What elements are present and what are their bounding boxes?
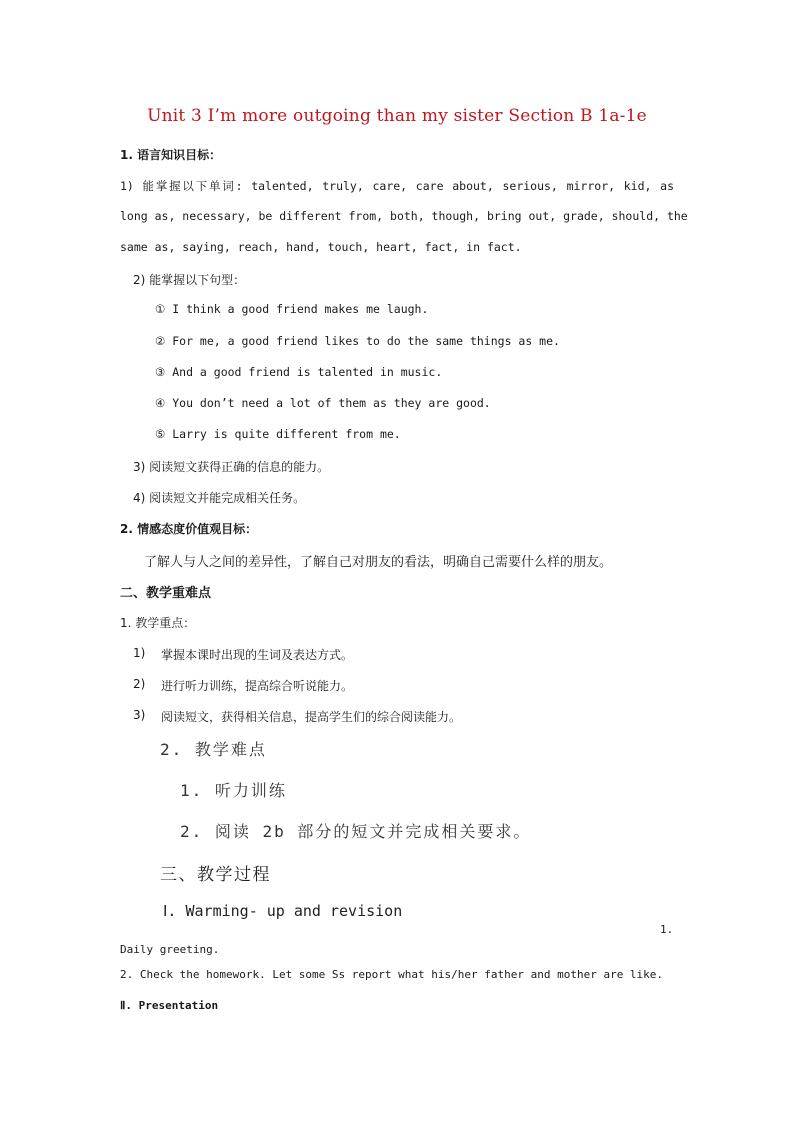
difficulty-item: 1. 听力训练 xyxy=(180,781,287,800)
key-item-text: 掌握本课时出现的生词及表达方式。 xyxy=(161,648,354,662)
sentence-item: ② For me, a good friend likes to do the same things as me. xyxy=(155,334,560,348)
sentence-item: ① I think a good friend makes me laugh. xyxy=(155,302,429,316)
key-item-number: 1) xyxy=(133,646,146,660)
reading-goal-item: 3) 阅读短文获得正确的信息的能力。 xyxy=(133,460,330,474)
difficulty-item: 2. 阅读 2b 部分的短文并完成相关要求。 xyxy=(180,822,532,841)
section-heading-key-points: 二、教学重难点 xyxy=(120,586,212,601)
section-heading-knowledge-goals: 1. 语言知识目标： xyxy=(120,148,222,162)
key-points-label: 1. 教学重点： xyxy=(120,616,196,630)
key-item-text: 进行听力训练，提高综合听说能力。 xyxy=(161,679,354,693)
vocab-line-2: long as, necessary, be different from, both, though, bring out, grade, should, the xyxy=(120,209,688,223)
key-item-text: 阅读短文，获得相关信息，提高学生们的综合阅读能力。 xyxy=(161,710,462,724)
warmup-item-text: 2. Check the homework. Let some Ss report what his/her father and mother are like. xyxy=(120,968,664,981)
section-heading-attitude-goals: 2. 情感态度价值观目标： xyxy=(120,522,258,536)
attitude-goal-text: 了解人与人之间的差异性，了解自己对朋友的看法，明确自己需要什么样的朋友。 xyxy=(144,555,613,570)
sentence-item: ④ You don’t need a lot of them as they are good. xyxy=(155,396,491,410)
vocab-line-1: 1) 能掌握以下单词: talented, truly, care, care about, serious, mirror, kid, as xyxy=(120,179,674,193)
sentence-item: ⑤ Larry is quite different from me. xyxy=(155,427,401,441)
document-title: Unit 3 I’m more outgoing than my sister Section B 1a-1e xyxy=(147,106,647,126)
warmup-item-text: Daily greeting. xyxy=(120,943,220,956)
warmup-heading: Ⅰ. Warming- up and revision xyxy=(163,902,403,920)
warmup-item-number: 1. xyxy=(660,923,674,936)
presentation-heading: Ⅱ. Presentation xyxy=(120,999,219,1012)
difficulty-heading: 2. 教学难点 xyxy=(160,740,267,759)
vocab-line-3: same as, saying, reach, hand, touch, heart, fact, in fact. xyxy=(120,240,522,254)
key-item-number: 3) xyxy=(133,708,146,722)
sentence-patterns-label: 2) 能掌握以下句型： xyxy=(133,273,246,287)
reading-goal-item: 4) 阅读短文并能完成相关任务。 xyxy=(133,491,306,505)
key-item-number: 2) xyxy=(133,677,146,691)
sentence-item: ③ And a good friend is talented in music. xyxy=(155,365,443,379)
section-heading-teaching-process: 三、教学过程 xyxy=(160,865,271,885)
